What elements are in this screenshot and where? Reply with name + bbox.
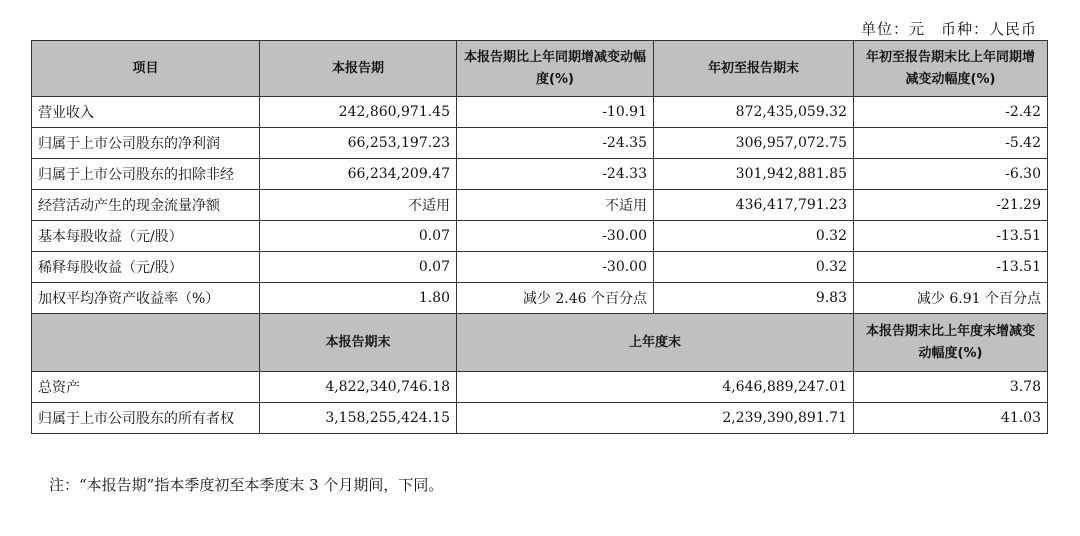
table-row <box>32 190 1048 221</box>
cell-value: 66,234,209.47 <box>260 159 457 190</box>
cell-value: 3,158,255,424.15 <box>260 403 457 434</box>
cell-value: -24.35 <box>457 128 654 159</box>
table-row <box>32 128 1048 159</box>
cell-value: -30.00 <box>457 221 654 252</box>
table-header-row <box>32 41 1048 97</box>
cell-value: 3.78 <box>854 372 1048 403</box>
row-label: 稀释每股收益（元/股） <box>32 252 260 283</box>
cell-value: -10.91 <box>457 97 654 128</box>
table-row <box>32 283 1048 314</box>
cell-value: 436,417,791.23 <box>654 190 854 221</box>
header-item: 项目 <box>32 41 260 97</box>
row-label: 营业收入 <box>32 97 260 128</box>
cell-value: 0.07 <box>260 252 457 283</box>
cell-value: 1.80 <box>260 283 457 314</box>
cell-value: 41.03 <box>854 403 1048 434</box>
row-label: 归属于上市公司股东的扣除非经 <box>32 159 260 190</box>
unit-currency-label: 单位：元 币种：人民币 <box>860 20 1037 38</box>
cell-value: 872,435,059.32 <box>654 97 854 128</box>
cell-value: 301,942,881.85 <box>654 159 854 190</box>
cell-value: 不适用 <box>260 190 457 221</box>
cell-value: 4,646,889,247.01 <box>457 372 854 403</box>
cell-value: 减少 6.91 个百分点 <box>854 283 1048 314</box>
header-period-change: 本报告期末比上年度末增减变动幅度(%) <box>854 314 1048 372</box>
cell-value: 不适用 <box>457 190 654 221</box>
table-row <box>32 403 1048 434</box>
cell-value: -13.51 <box>854 252 1048 283</box>
row-label: 加权平均净资产收益率（%） <box>32 283 260 314</box>
cell-value: 0.32 <box>654 221 854 252</box>
cell-value: 4,822,340,746.18 <box>260 372 457 403</box>
header-ytd: 年初至报告期末 <box>654 41 854 97</box>
header-current-change: 本报告期比上年同期增减变动幅度(%) <box>457 41 654 97</box>
cell-value: 66,253,197.23 <box>260 128 457 159</box>
header-prior-year-end: 上年度末 <box>457 314 854 372</box>
row-label: 归属于上市公司股东的净利润 <box>32 128 260 159</box>
cell-value: -21.29 <box>854 190 1048 221</box>
row-label: 总资产 <box>32 372 260 403</box>
header-period-end: 本报告期末 <box>260 314 457 372</box>
cell-value: -30.00 <box>457 252 654 283</box>
header-ytd-change: 年初至报告期末比上年同期增减变动幅度(%) <box>854 41 1048 97</box>
table-row <box>32 97 1048 128</box>
cell-value: 0.07 <box>260 221 457 252</box>
table-row <box>32 252 1048 283</box>
row-label: 归属于上市公司股东的所有者权 <box>32 403 260 434</box>
cell-value: -6.30 <box>854 159 1048 190</box>
cell-value: -13.51 <box>854 221 1048 252</box>
financial-data-table <box>31 40 1048 434</box>
table-row <box>32 159 1048 190</box>
table-header-row <box>32 314 1048 372</box>
header-blank <box>32 314 260 372</box>
cell-value: -5.42 <box>854 128 1048 159</box>
row-label: 基本每股收益（元/股） <box>32 221 260 252</box>
cell-value: 减少 2.46 个百分点 <box>457 283 654 314</box>
cell-value: 9.83 <box>654 283 854 314</box>
table-row <box>32 372 1048 403</box>
cell-value: -24.33 <box>457 159 654 190</box>
cell-value: 306,957,072.75 <box>654 128 854 159</box>
cell-value: -2.42 <box>854 97 1048 128</box>
cell-value: 2,239,390,891.71 <box>457 403 854 434</box>
cell-value: 0.32 <box>654 252 854 283</box>
table-row <box>32 221 1048 252</box>
header-current-period: 本报告期 <box>260 41 457 97</box>
row-label: 经营活动产生的现金流量净额 <box>32 190 260 221</box>
footnote: 注：“本报告期”指本季度初至本季度末 3 个月期间，下同。 <box>49 476 444 494</box>
cell-value: 242,860,971.45 <box>260 97 457 128</box>
